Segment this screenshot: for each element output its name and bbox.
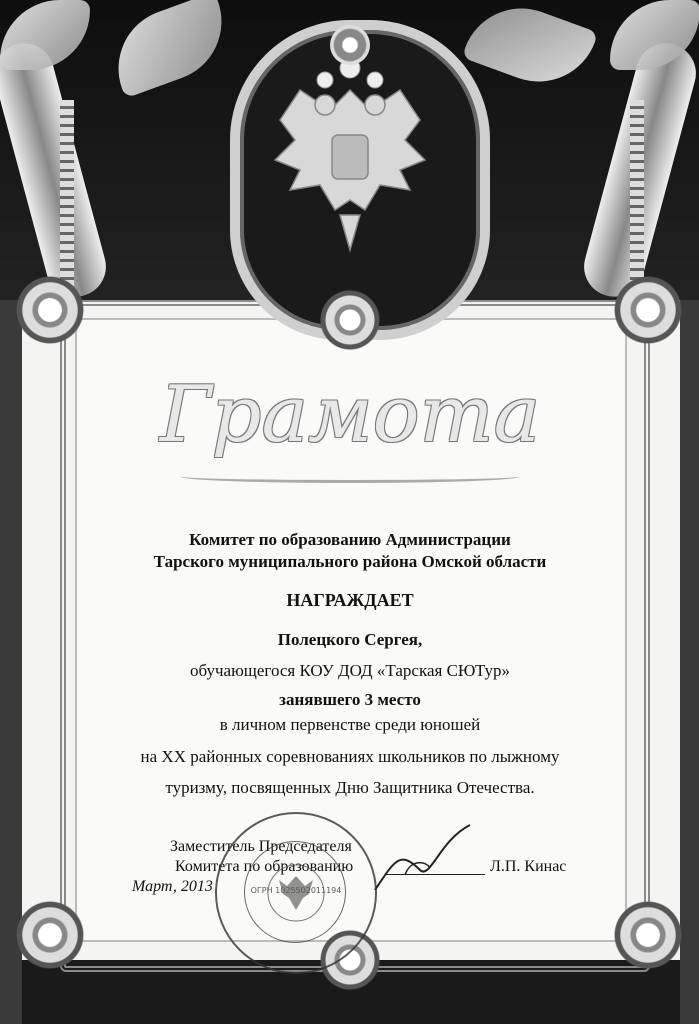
crown-ornament [330, 25, 370, 65]
event-line-1: в личном первенстве среди юношей [219, 715, 481, 734]
signer-title-1: Заместитель Председателя [170, 838, 352, 855]
issuer-line-2: Тарского муниципального района Омской области [153, 552, 547, 571]
place-line: занявшего 3 место [279, 690, 421, 709]
signer-title-2: Комитета по образованию [175, 858, 354, 875]
title-flourish [180, 470, 520, 483]
signature-icon [370, 820, 480, 900]
certificate-title: Грамота [159, 370, 541, 460]
signer-name: Л.П. Кинас [490, 858, 567, 875]
double-headed-eagle-icon [240, 50, 460, 290]
recipient-name: Полецкого Сергея, [277, 630, 423, 649]
stamp-registration-number: ОГРН 1025502011194 [250, 886, 342, 895]
event-line-2: на XX районных соревнованиях школьников по лыжному [140, 747, 560, 766]
corner-ornament [608, 895, 688, 975]
recipient-school: обучающегося КОУ ДОД «Тарская СЮТур» [189, 661, 510, 680]
certificate-date: Март, 2013 [132, 878, 213, 895]
corner-ornament [10, 270, 90, 350]
award-action: НАГРАЖДАЕТ [286, 590, 414, 610]
event-line-3: туризму, посвященных Дню Защитника Отечества. [165, 778, 535, 797]
official-stamp [215, 812, 377, 974]
issuer-line-1: Комитет по образованию Администрации [189, 530, 511, 549]
top-center-ornament [310, 290, 390, 350]
corner-ornament [10, 895, 90, 975]
corner-ornament [608, 270, 688, 350]
